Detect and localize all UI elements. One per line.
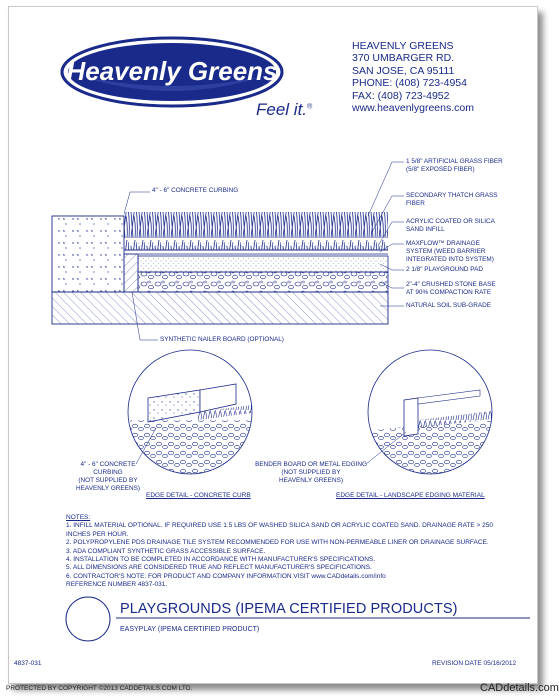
- note-line: 4. INSTALLATION TO BE COMPLETED IN ACCORDANCE WITH MANUFACTURER'S SPECIFICATIONS.: [66, 556, 376, 564]
- tagline-text: Feel it.: [256, 100, 308, 119]
- logo-wordmark: Heavenly Greens: [66, 56, 278, 86]
- company-address1: 370 UMBARGER RD.: [352, 52, 455, 65]
- company-address2: SAN JOSE, CA 95111: [352, 64, 455, 77]
- note-line: 3. ADA COMPLIANT SYNTHETIC GRASS ACCESSIBLE SURFACE.: [66, 547, 266, 555]
- note-line: 5. ALL DIMENSIONS ARE CONSIDERED TRUE AND REFLECT MANUFACTURER'S SPECIFICATIONS.: [66, 564, 372, 572]
- callout-concrete-curbing: 4" - 6" CONCRETE CURBING: [152, 187, 239, 194]
- caption-edge-concrete-curb: EDGE DETAIL - CONCRETE CURB: [146, 492, 251, 499]
- callout-playground-pad: 2 1/8" PLAYGROUND PAD: [406, 266, 483, 273]
- notes-heading: NOTES:: [66, 514, 91, 521]
- company-phone: PHONE: (408) 723-4954: [352, 77, 467, 90]
- note-line: 1. INFILL MATERIAL OPTIONAL. IF REQUIRED USE 1.5 LBS OF WASHED SILICA SAND OR ACRYLIC COATED SAND. DRAINAGE RATE > 250: [66, 522, 494, 530]
- note-line: 6. CONTRACTOR'S NOTE: FOR PRODUCT AND COMPANY INFORMATION VISIT www.CADdetails.com/info: [66, 572, 386, 580]
- note-line: REFERENCE NUMBER 4837-031.: [66, 581, 168, 589]
- concrete-curb: [52, 216, 124, 292]
- notes-block: [66, 514, 493, 590]
- callout-nailer-board: SYNTHETIC NAILER BOARD (OPTIONAL): [160, 336, 284, 343]
- callout-infill: ACRYLIC COATED OR SILICA SAND INFILL: [406, 218, 495, 233]
- reference-number: 4837-031: [14, 660, 42, 667]
- crushed-stone-base: [138, 272, 388, 292]
- company-name: HEAVENLY GREENS: [352, 40, 454, 52]
- callout-thatch: SECONDARY THATCH GRASS FIBER: [406, 192, 498, 207]
- drawing-subtitle: EASYPLAY (IPEMA CERTIFIED PRODUCT): [120, 626, 260, 633]
- playground-pad: [138, 256, 388, 272]
- note-landscape-edging: BENDER BOARD OR METAL EDGING (NOT SUPPLIED BY HEAVENLY GREENS): [255, 461, 367, 484]
- company-fax: FAX: (408) 723-4952: [352, 89, 450, 102]
- note-line: INCHES PER HOUR.: [66, 530, 129, 538]
- nailer-board: [124, 254, 138, 292]
- note-line: 2. POLYPROPYLENE PDS DRAINAGE TILE SYSTEM RECOMMENDED FOR USE WITH NON-PERMEABLE LINER OR DRAINAGE SURFACE.: [66, 539, 489, 547]
- tagline-mark: ®: [307, 103, 313, 111]
- drawing-title: PLAYGROUNDS (IPEMA CERTIFIED PRODUCTS): [120, 601, 458, 617]
- callout-subgrade: NATURAL SOIL SUB-GRADE: [406, 302, 491, 309]
- title-circle: [66, 597, 110, 641]
- note-concrete-curb: 4" - 6" CONCRETE CURBING (NOT SUPPLIED BY HEAVENLY GREENS): [76, 461, 140, 492]
- callout-grass-fiber: 1 5/8" ARTIFICIAL GRASS FIBER (5/8" EXPOSED FIBER): [406, 158, 503, 173]
- callout-stone-base: 2"-4" CRUSHED STONE BASE AT 90% COMPACTION RATE: [406, 281, 496, 296]
- company-website: www.heavenlygreens.com: [352, 102, 474, 115]
- copyright-notice: PROTECTED BY COPYRIGHT ©2013 CADDETAILS.COM LTD.: [6, 685, 193, 692]
- sand-infill: [124, 242, 388, 250]
- natural-subgrade: [52, 292, 388, 324]
- cad-details-site[interactable]: CADdetails.com: [480, 682, 559, 694]
- revision-date: REVISION DATE 05/16/2012: [432, 660, 517, 667]
- callout-drainage: MAXFLOW™ DRAINAGE SYSTEM (WEED BARRIER INTEGRATED INTO SYSTEM): [406, 240, 494, 263]
- caption-edge-landscape: EDGE DETAIL - LANDSCAPE EDGING MATERIAL: [336, 492, 485, 499]
